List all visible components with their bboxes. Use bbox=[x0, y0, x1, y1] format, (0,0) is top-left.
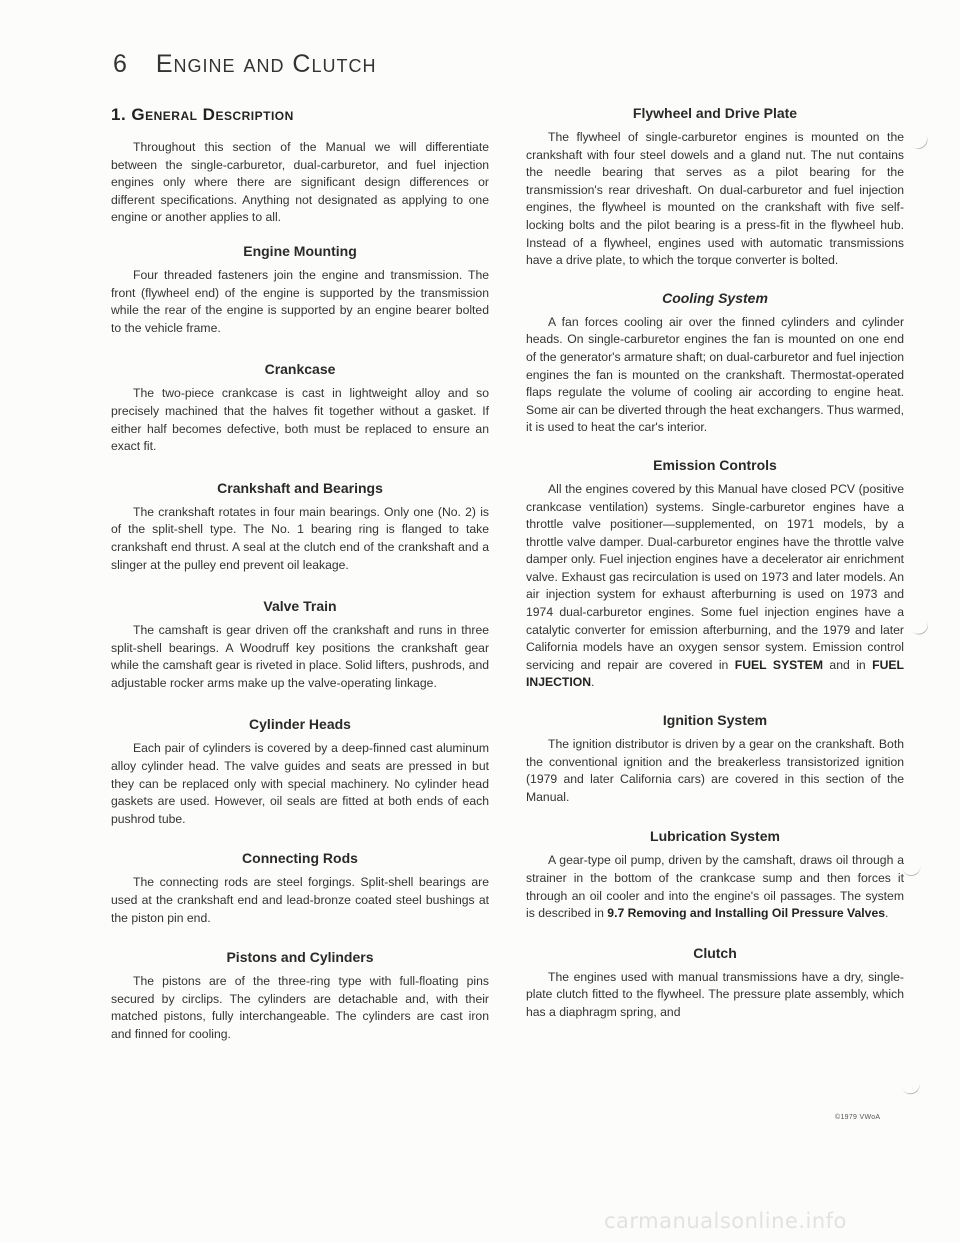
connecting-rods-heading: Connecting Rods bbox=[242, 850, 358, 867]
emission-heading: Emission Controls bbox=[653, 456, 777, 473]
cooling-heading: Cooling System bbox=[662, 289, 768, 306]
pistons-text: The pistons are of the three-ring type with full-floating pins secured by circlips. The cylinders are detachable and, with their matched pistons, fully interchangeable. The cylinders are cast iron and finned for cooling. bbox=[111, 974, 489, 1041]
fuel-system-ref: FUEL SYSTEM bbox=[734, 657, 823, 672]
scan-mark bbox=[902, 865, 921, 878]
emission-end: . bbox=[591, 675, 595, 690]
chapter-title: Engine and Clutch bbox=[155, 50, 377, 78]
crankcase-heading: Crankcase bbox=[264, 361, 336, 378]
lubrication-heading: Lubrication System bbox=[650, 828, 780, 845]
engine-mounting-heading: Engine Mounting bbox=[243, 242, 357, 259]
clutch-heading: Clutch bbox=[693, 944, 737, 961]
flywheel-text: The flywheel of single-carburetor engines is mounted on the crankshaft with four steel dowels and a gland nut. The nut contains the needle bearing that serves as a pilot bearing for the transmission's rear driveshaft. On dual-carburetor and fuel injection engines, the flywheel is mounted on the crankshaft with five self-locking bolts and the pilot bearing is a press-fit in the flywheel hub. Instead of a flywheel, engines used with automatic transmissions have a drive plate, to which the torque converter is bolted. bbox=[526, 130, 904, 268]
ignition-heading: Ignition System bbox=[662, 712, 768, 729]
valve-train-text: The camshaft is gear driven off the crankshaft and runs in three split-shell bearings. A Woodruff key positions the crankshaft gear while the camshaft gear is riveted in place. Solid lifters, pushrods, and adjustable rocker arms make up the valve-operating linkage. bbox=[111, 623, 489, 690]
valve-train-heading: Valve Train bbox=[263, 598, 337, 615]
oil-valves-ref: 9.7 Removing and Installing Oil Pressure Valves bbox=[607, 906, 886, 921]
cylinder-heads-text: Each pair of cylinders is covered by a deep-finned cast aluminum alloy cylinder head. The valve guides and seats are pressed in but they can be replaced only with special machinery. No cylinder head gaskets are used. However, oil seals are fitted at both ends of each pushrod tube. bbox=[111, 741, 489, 826]
crankshaft-text: The crankshaft rotates in four main bearings. Only one (No. 2) is of the split-shell type. The No. 1 bearing ring is flanged to take crankshaft end thrust. A seal at the clutch end of the crankshaft and a slinger at the pulley end prevent oil leakage. bbox=[111, 504, 489, 572]
scan-mark bbox=[902, 1081, 922, 1097]
engine-mounting-text: Four threaded fasteners join the engine and transmission. The front (flywheel end) of the engine is supported by the transmission while the rear of the engine is supported by an engine bearer bolted to the vehicle frame. bbox=[111, 267, 489, 335]
page-header bbox=[113, 50, 377, 79]
intro-paragraph: Throughout this section of the Manual we will differentiate between the single-carburetor, dual-carburetor, and fuel injection engines only where there are significant design differences or different specifications. Anything not designated as applying to one engine or another applies to all. bbox=[111, 140, 489, 225]
lubrication-end: . bbox=[885, 906, 889, 921]
cylinder-heads-heading: Cylinder Heads bbox=[249, 716, 351, 733]
emission-text: All the engines covered by this Manual have closed PCV (positive crankcase ventilation) systems. Single-carburetor engines have a throttle valve positioner—supplemented, on 1971 models, by a throttle valve damper. Dual-carburetor engines have the throttle valve damper only. Fuel injection engines have a decelerator air enrichment valve. Exhaust gas recirculation is used on 1973 and later models. An air injection system for exhaust afterburning is used on 1973 and 1974 dual-carburetor engines. Some fuel injection engines have a catalytic converter for emission afterburning, and the 1979 and later California models have an oxygen sensor system. Emission control servicing and repair are covered in bbox=[526, 481, 904, 672]
cooling-text: A fan forces cooling air over the finned cylinders and cylinder heads. On single-carburetor engines the fan is mounted on one end of the generator's armature shaft; on dual-carburetor and fuel injection engines the fan is mounted on the crankshaft. Thermostat-operated flaps regulate the volume of cooling air according to engine heat. Some air can be diverted through the heat exchangers. Thus warmed, it is used to heat the car's interior. bbox=[526, 314, 904, 435]
copyright-notice: ©1979 VWoA bbox=[835, 1114, 881, 1121]
site-watermark: carmanualsonline.info bbox=[604, 1209, 847, 1233]
emission-mid: and in bbox=[822, 657, 873, 672]
crankshaft-heading: Crankshaft and Bearings bbox=[217, 479, 383, 496]
right-column bbox=[526, 105, 904, 1022]
scan-mark bbox=[911, 620, 932, 638]
left-column bbox=[111, 105, 489, 1044]
ignition-text: The ignition distributor is driven by a gear on the crankshaft. Both the conventional ignition and the breakerless transistorized ignition (1979 and later California cars) are covered in this section of the Manual. bbox=[526, 737, 904, 804]
crankcase-text: The two-piece crankcase is cast in lightweight alloy and so precisely machined that the halves fit together without a gasket. If either half becomes defective, both must be replaced to ensure an exact fit. bbox=[111, 386, 489, 454]
section-title: 1. General Description bbox=[111, 105, 294, 124]
page-number: 6 bbox=[113, 50, 128, 78]
emission-paragraph bbox=[526, 481, 904, 692]
lubrication-text: A gear-type oil pump, driven by the camshaft, draws oil through a strainer in the bottom of the crankcase sump and then forces it through an oil cooler and into the engine's oil passages. The system is described in bbox=[526, 853, 904, 921]
clutch-text: The engines used with manual transmissions have a dry, single-plate clutch fitted to the flywheel. The pressure plate assembly, which has a diaphragm spring, and bbox=[526, 969, 904, 1019]
scan-mark bbox=[911, 133, 931, 152]
pistons-heading: Pistons and Cylinders bbox=[226, 949, 374, 966]
lubrication-paragraph bbox=[526, 852, 904, 922]
flywheel-heading: Flywheel and Drive Plate bbox=[632, 105, 798, 121]
connecting-rods-text: The connecting rods are steel forgings. Split-shell bearings are used at the crankshaft end and lead-bronze coated steel bushings at the piston pin end. bbox=[111, 875, 489, 925]
fuel-injection-ref: FUEL INJECTION bbox=[526, 657, 904, 690]
